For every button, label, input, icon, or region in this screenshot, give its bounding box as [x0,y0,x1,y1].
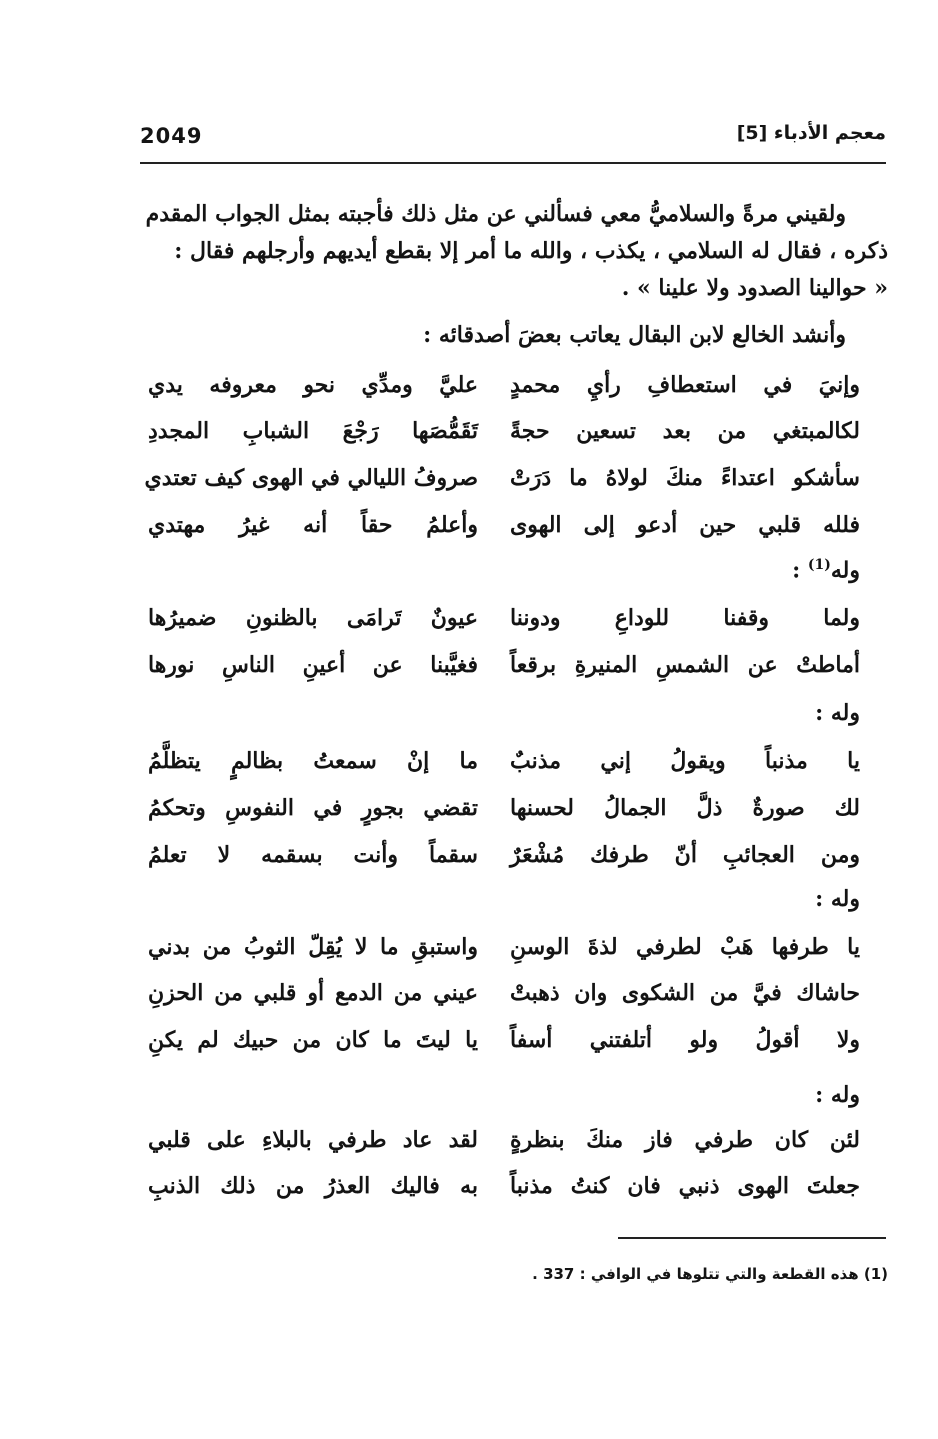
verse-right-hemistich: ولما وقفنا للوداعِ ودوننا [510,605,860,631]
prose-line: « حوالينا الصدود ولا علينا » . [621,275,888,301]
verse-left-hemistich: واستبقِ ما لا يُقِلّ الثوبُ من بدني [148,934,478,960]
verse-left-hemistich: ما إنْ سمعتُ بظالمٍ يتظلَّمُ [148,748,478,774]
footnote-rule [618,1237,886,1239]
verse-left-hemistich: عليَّ ومدِّي نحو معروفه يدي [148,372,478,398]
verse-left-hemistich: فغيَّبنا عن أعينِ الناسِ نورها [148,652,478,678]
verse-left-hemistich: عيونٌ تَرامَى بالظنونِ ضميرُها [148,605,478,631]
page-header [140,120,886,160]
verse-left-hemistich: يا ليتَ ما كان من حبيك لم يكنِ [148,1027,478,1053]
verse-left-hemistich: تقضي بجورٍ في النفوسِ وتحكمُ [148,795,478,821]
verse-left-hemistich: سقماً وأنت بسقمه لا تعلمُ [148,842,478,868]
footnote-marker: (1) [807,557,831,573]
verse-right-hemistich: لك صورةٌ ذلَّ الجمالُ لحسنها [510,795,860,821]
prose-line: ذكره ، فقال له السلامي ، يكذب ، والله ما أمر إلا بقطع أيديهم وأرجلهم فقال : [174,238,888,264]
poem-label-text: وله [830,557,860,584]
verse-right-hemistich: ولا أقولُ ولو أتلفتني أسفاً [510,1027,860,1053]
running-head: معجم الأدباء [5] [736,122,886,144]
page-number: 2049 [140,124,203,148]
verse-right-hemistich: ومن العجائبِ أنّ طرفك مُشْعَرٌ [510,842,860,868]
verse-left-hemistich: لقد عاد طرفي بالبلاءِ على قلبي [148,1127,478,1153]
header-rule [140,162,886,164]
verse-right-hemistich: لئن كان طرفي فاز منكَ بنظرةٍ [510,1127,860,1153]
verse-left-hemistich: وأعلمُ حقاً أنه غيرُ مهتدي [148,512,478,538]
verse-left-hemistich: تَقَمُّصَها رَجْعَ الشبابِ المجددِ [148,418,478,444]
poem-label: وله : [815,1082,860,1108]
verse-left-hemistich: صروفُ الليالي في الهوى كيف تعتدي [144,465,478,491]
poem-label-suffix: : [792,557,808,584]
prose-paragraph [138,196,888,307]
verse-right-hemistich: وإنيَ في استعطافِ رأيِ محمدٍ [510,372,860,398]
verse-right-hemistich: فلله قلبي حين أدعو إلى الهوى [510,512,860,538]
verse-right-hemistich: جعلتَ الهوى ذنبي فان كنتُ مذنباً [510,1173,860,1199]
poem-intro: وأنشد الخالع لابن البقال يعاتب بعضَ أصدقائه : [423,322,846,348]
poem-label [792,557,860,583]
footnote: (1) هذه القطعة والتي تتلوها في الوافي : 337 . [532,1265,888,1283]
verse-right-hemistich: أماطتْ عن الشمسِ المنيرةِ برقعاً [510,652,860,678]
poem-label: وله : [815,886,860,912]
verse-right-hemistich: حاشاك فيَّ من الشكوى وان ذهبتْ [510,980,860,1006]
verse-left-hemistich: عيني من الدمع أو قلبي من الحزنِ [148,980,478,1006]
verse-right-hemistich: يا مذنباً ويقولُ إني مذنبٌ [510,748,860,774]
poem-label: وله : [815,700,860,726]
verse-right-hemistich: لكالمبتغي من بعد تسعين حجةً [510,418,860,444]
verse-right-hemistich: سأشكو اعتداءً منكَ لولاهُ ما دَرَتْ [510,465,860,491]
prose-line: ولقيني مرةً والسلاميُّ معي فسألني عن مثل ذلك فأجبته بمثل الجواب المقدم [145,201,846,227]
verse-left-hemistich: به فاليك العذرُ من ذلك الذنبِ [148,1173,478,1199]
verse-right-hemistich: يا طرفها هَبْ لطرفي لذةَ الوسنِ [510,934,860,960]
